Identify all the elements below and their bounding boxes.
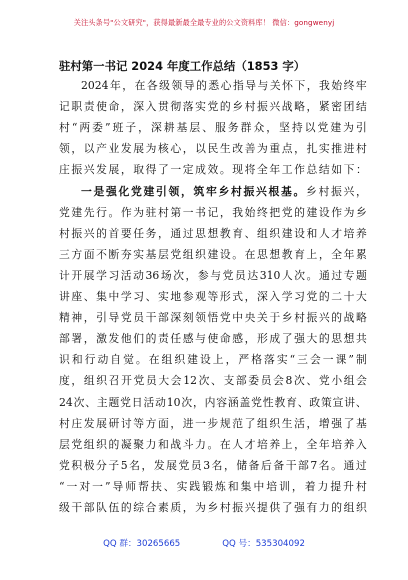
body-line: 村 “ 两 委 ” 班 子 ， 深 耕 基 层 、 服 务 群 众 ， 坚 持 以 党 建 为 引 [59, 121, 367, 135]
footer [0, 537, 408, 549]
body-line: 庄 振 兴 发 展 ， 取 得 了 一 定 成 效 。 现 将 全 年 工 作 总 结 如 下 ： [59, 163, 367, 177]
body-line: 村 振 兴 的 首 要 任 务 ， 通 过 思 想 教 育 、 组 织 建 设 和 人 才 培 养 [59, 226, 367, 240]
body-line: 党 建 先 行 。 作 为 驻 村 第 一 书 记 ， 我 始 终 把 党 的 建 设 作 为 乡 [59, 205, 367, 219]
body-line: 讲 座 、 集 中 学 习 、 实 地 参 观 等 形 式 ， 深 入 学 习 党 的 二 十 大 [59, 290, 367, 303]
body-line: 级 干 部 队 伍 的 综 合 素 质 ， 为 乡 村 振 兴 提 供 了 强 有 力 的 组 织 [59, 501, 367, 514]
body-line: 识 和 行 动 自 觉 。 在 组 织 建 设 上 ， 严 格 落 实 “ 三 会 一 课 ” 制 [59, 353, 367, 367]
body-line: 一 是 强 化 党 建 引 领 ， 筑 牢 乡 村 振 兴 根 基 。 乡 村 振 兴 ， [81, 184, 367, 198]
body-line: 记 职 责 使 命 ， 深 入 贯 彻 落 实 党 的 乡 村 振 兴 战 略 ， 紧 密 团 结 [59, 100, 367, 114]
body-line: 精 神 ， 引 导 党 员 干 部 深 刻 领 悟 党 中 央 关 于 乡 村 振 兴 的 战 略 [59, 311, 367, 325]
body-line: 24 次 、 主 题 党 日 活 动 10 次 ， 内 容 涵 盖 党 性 教 育 、 政 策 宣 讲 、 [59, 395, 367, 409]
header-banner [0, 18, 408, 28]
body-line: 党 积 极 分 子 5 名 ， 发 展 党 员 3 名 ， 储 备 后 备 干 部 7 名 。 通 过 [59, 458, 367, 472]
footer-qq: QQ 号：535304092 [222, 539, 305, 549]
document-title: 驻村第一书记 2024 年度工作总结（1853 字） [59, 59, 306, 73]
body-line: 村 庄 发 展 研 讨 等 方 面 ， 进 一 步 规 范 了 组 织 生 活 ， 增 强 了 基 [59, 416, 367, 430]
body-line: 三 方 面 不 断 夯 实 基 层 党 组 织 建 设 。 在 思 想 教 育 上 ， 全 年 累 [59, 247, 367, 261]
footer-qq-group: QQ 群：30265665 [103, 539, 181, 549]
body-line: 计 开 展 学 习 活 动 36 场 次 ， 参 与 党 员 达 310 人 次 。 通 过 专 题 [59, 268, 367, 282]
body-line: “ 一 对 一 ” 导 师 帮 扶 、 实 践 锻 炼 和 集 中 培 训 ， 着 力 提 升 村 [59, 479, 367, 493]
body-line: 2024 年 ， 在 各 级 领 导 的 悉 心 指 导 与 关 怀 下 ， 我 始 终 牢 [81, 79, 367, 92]
body-line: 层 党 组 织 的 凝 聚 力 和 战 斗 力 。 在 人 才 培 养 上 ， 全 年 培 养 入 [59, 437, 367, 451]
body-line: 部 署 ， 激 发 他 们 的 责 任 感 与 使 命 感 ， 形 成 了 强 大 的 思 想 共 [59, 332, 367, 346]
body-line: 领 ， 以 产 业 发 展 为 核 心 ， 以 民 生 改 善 为 重 点 ， 扎 实 推 进 村 [59, 142, 367, 156]
body-line: 度 ， 组 织 召 开 党 员 大 会 12 次 、 支 部 委 员 会 8 次 、 党 小 组 会 [59, 374, 367, 388]
header-banner-text: 关注头条号"公文研究"，获得最新最全最专业的公文资料库！ 微信：gongwenyj [73, 18, 335, 27]
